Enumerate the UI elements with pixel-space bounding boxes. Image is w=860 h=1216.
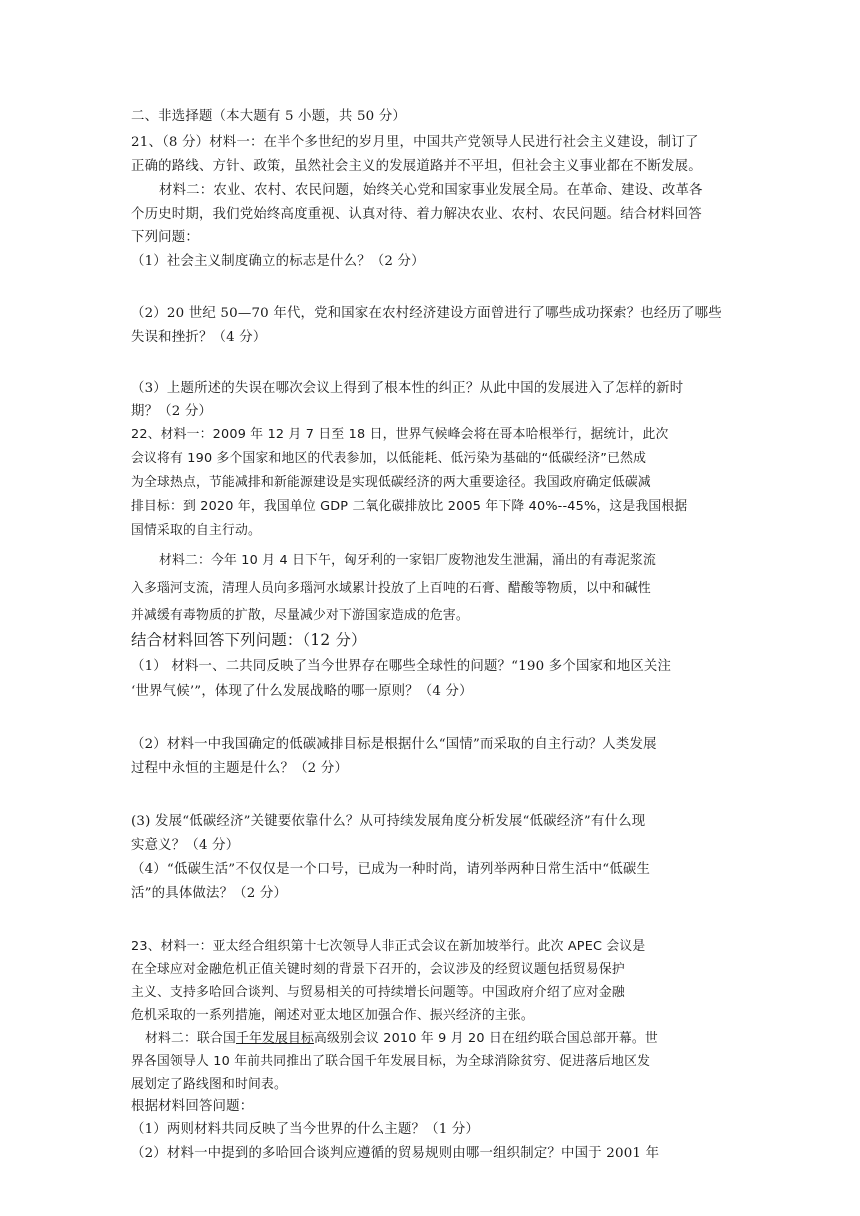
q22-material1-line3: 为全球热点，节能减排和新能源建设是实现低碳经济的两大重要途径。我国政府确定低碳减 bbox=[131, 475, 651, 490]
q23-material2-pre: 材料二：联合国 bbox=[145, 1031, 236, 1046]
q22-prompt: 结合材料回答下列问题：（12 分） bbox=[131, 631, 367, 649]
q22-sub4-line2: 活”的具体做法？（2 分） bbox=[131, 886, 288, 901]
q21-material2-line2: 个历史时期，我们党始终高度重视、认真对待、着力解决农业、农村、农民问题。结合材料回答 bbox=[131, 207, 702, 222]
q21-material2-line1: 材料二：农业、农村、农民问题，始终关心党和国家事业发展全局。在革命、建设、改革各 bbox=[159, 183, 703, 198]
q22-material2-line1: 材料二：今年 10 月 4 日下午，匈牙利的一家铝厂废物池发生泄漏，涌出的有毒泥浆流 bbox=[159, 553, 656, 568]
q22-material1-line2: 会议将有 190 多个国家和地区的代表参加，以低能耗、低污染为基础的“低碳经济”已然成 bbox=[131, 451, 647, 466]
q22-material1-line4: 排目标：到 2020 年，我国单位 GDP 二氧化碳排放比 2005 年下降 40%--45%，这是我国根据 bbox=[131, 499, 688, 514]
q22-material2-line3: 并减缓有毒物质的扩散，尽量减少对下游国家造成的危害。 bbox=[131, 608, 469, 623]
q21-material1-line2: 正确的路线、方针、政策，虽然社会主义的发展道路并不平坦，但社会主义事业都在不断发展。 bbox=[131, 159, 702, 174]
q23-material1-line4: 危机采取的一系列措施，阐述对亚太地区加强合作、振兴经济的主张。 bbox=[131, 1008, 534, 1023]
q21-sub3-line2: 期？（2 分） bbox=[131, 404, 213, 419]
q21-prompt: 下列问题： bbox=[131, 230, 199, 245]
q22-sub1-line2: ‘世界气候’”，体现了什么发展战略的哪一原则？（4 分） bbox=[131, 684, 473, 699]
section-heading: 二、非选择题（本大题有 5 小题，共 50 分） bbox=[131, 109, 407, 124]
q21-sub2-line1: （2）20 世纪 50—70 年代，党和国家在农村经济建设方面曾进行了哪些成功探索？也经历了哪些 bbox=[131, 306, 722, 321]
q22-material2-line2: 入多瑙河支流，清理人员向多瑙河水域累计投放了上百吨的石膏、醋酸等物质，以中和碱性 bbox=[131, 581, 651, 596]
q23-material1-line2: 在全球应对金融危机正值关键时刻的背景下召开的，会议涉及的经贸议题包括贸易保护 bbox=[131, 962, 625, 977]
q22-sub4-line1: （4）“低碳生活”不仅仅是一个口号，已成为一种时尚，请列举两种日常生活中“低碳生 bbox=[131, 862, 651, 877]
q22-sub2-line1: （2）材料一中我国确定的低碳减排目标是根据什么“国情”而采取的自主行动？人类发展 bbox=[131, 737, 657, 752]
q23-material2-line1 bbox=[145, 1030, 658, 1048]
q22-material1-line5: 国情采取的自主行动。 bbox=[131, 523, 261, 538]
q23-underlined-term: 千年发展目标 bbox=[235, 1031, 314, 1046]
q22-material1-line1: 22、材料一：2009 年 12 月 7 日至 18 日，世界气候峰会将在哥本哈根举行，据统计，此次 bbox=[131, 427, 669, 442]
q21-material1-line1: 21、（8 分）材料一：在半个多世纪的岁月里，中国共产党领导人民进行社会主义建设，制订了 bbox=[131, 135, 699, 150]
q22-sub3-line2: 实意义？（4 分） bbox=[131, 838, 240, 853]
q22-sub1-line1: （1） 材料一、二共同反映了当今世界存在哪些全球性的问题？“190 多个国家和地区关注 bbox=[131, 659, 672, 674]
q21-sub1: （1）社会主义制度确立的标志是什么？（2 分） bbox=[131, 254, 425, 269]
q22-sub2-line2: 过程中永恒的主题是什么？（2 分） bbox=[131, 761, 349, 776]
q23-prompt: 根据材料回答问题： bbox=[131, 1099, 254, 1114]
q21-sub3-line1: （3）上题所述的失误在哪次会议上得到了根本性的纠正？从此中国的发展进入了怎样的新时 bbox=[131, 381, 684, 396]
q23-material2-post: 高级别会议 2010 年 9 月 20 日在纽约联合国总部开幕。世 bbox=[313, 1031, 658, 1046]
q23-material2-line3: 展划定了路线图和时间表。 bbox=[131, 1077, 287, 1092]
q21-sub2-line2: 失误和挫折？（4 分） bbox=[131, 330, 267, 345]
q23-material1-line3: 主义、支持多哈回合谈判、与贸易相关的可持续增长问题等。中国政府介绍了应对金融 bbox=[131, 985, 625, 1000]
q23-sub2: （2）材料一中提到的多哈回合谈判应遵循的贸易规则由哪一组织制定？中国于 2001 年 bbox=[131, 1146, 660, 1161]
q23-sub1: （1）两则材料共同反映了当今世界的什么主题？（1 分） bbox=[131, 1122, 480, 1137]
q23-material1-line1: 23、材料一：亚太经合组织第十七次领导人非正式会议在新加坡举行。此次 APEC 会议是 bbox=[131, 939, 646, 954]
q22-sub3-line1: (3) 发展“低碳经济”关键要依靠什么？从可持续发展角度分析发展“低碳经济”有什么现 bbox=[131, 814, 646, 829]
q23-material2-line2: 界各国领导人 10 年前共同推出了联合国千年发展目标，为全球消除贫穷、促进落后地区发 bbox=[131, 1054, 651, 1069]
